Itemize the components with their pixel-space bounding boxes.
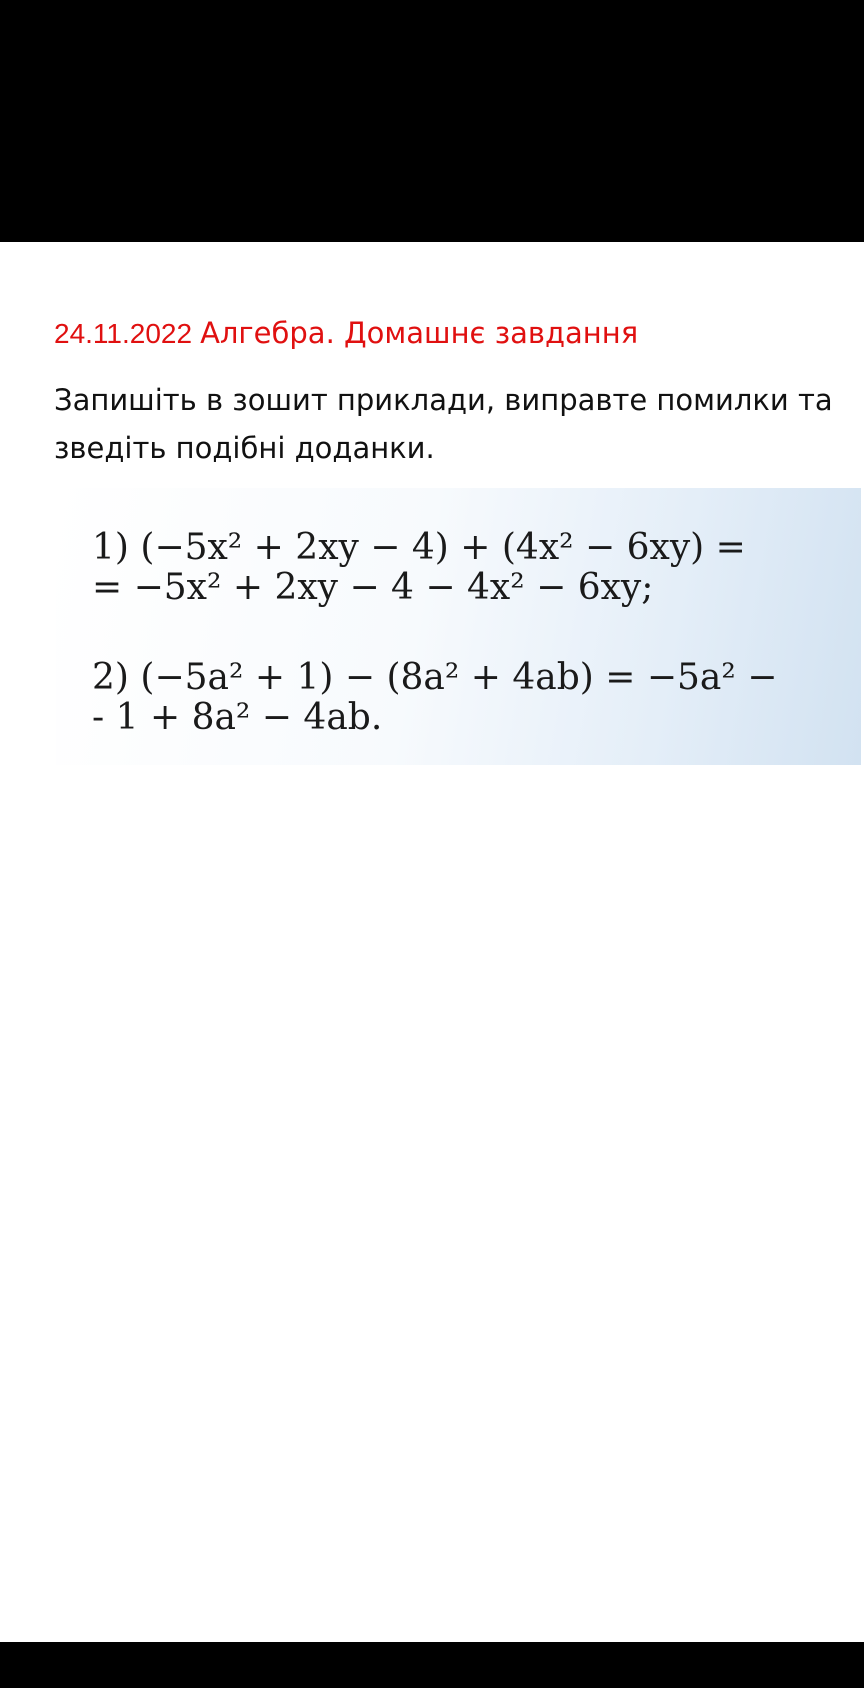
task-image — [56, 488, 861, 765]
example-1 — [92, 528, 746, 608]
heading-date: 24.11.2022 — [54, 318, 193, 349]
document-heading — [54, 314, 638, 353]
example-2 — [92, 658, 777, 738]
top-black-bar — [0, 0, 864, 242]
example-1-line-1: 1) (−5x² + 2xy − 4) + (4x² − 6xy) = — [92, 527, 746, 568]
example-1-line-2: = −5x² + 2xy − 4 − 4x² − 6xy; — [92, 567, 654, 608]
heading-title: Алгебра. Домашнє завдання — [200, 316, 639, 350]
example-2-line-1: 2) (−5a² + 1) − (8a² + 4ab) = −5a² − — [92, 657, 778, 698]
example-2-line-2: - 1 + 8a² − 4ab. — [92, 697, 383, 738]
instruction-text: Запишіть в зошит приклади, виправте помилки та зведіть подібні доданки. — [54, 383, 833, 465]
bottom-black-bar — [0, 1642, 864, 1688]
